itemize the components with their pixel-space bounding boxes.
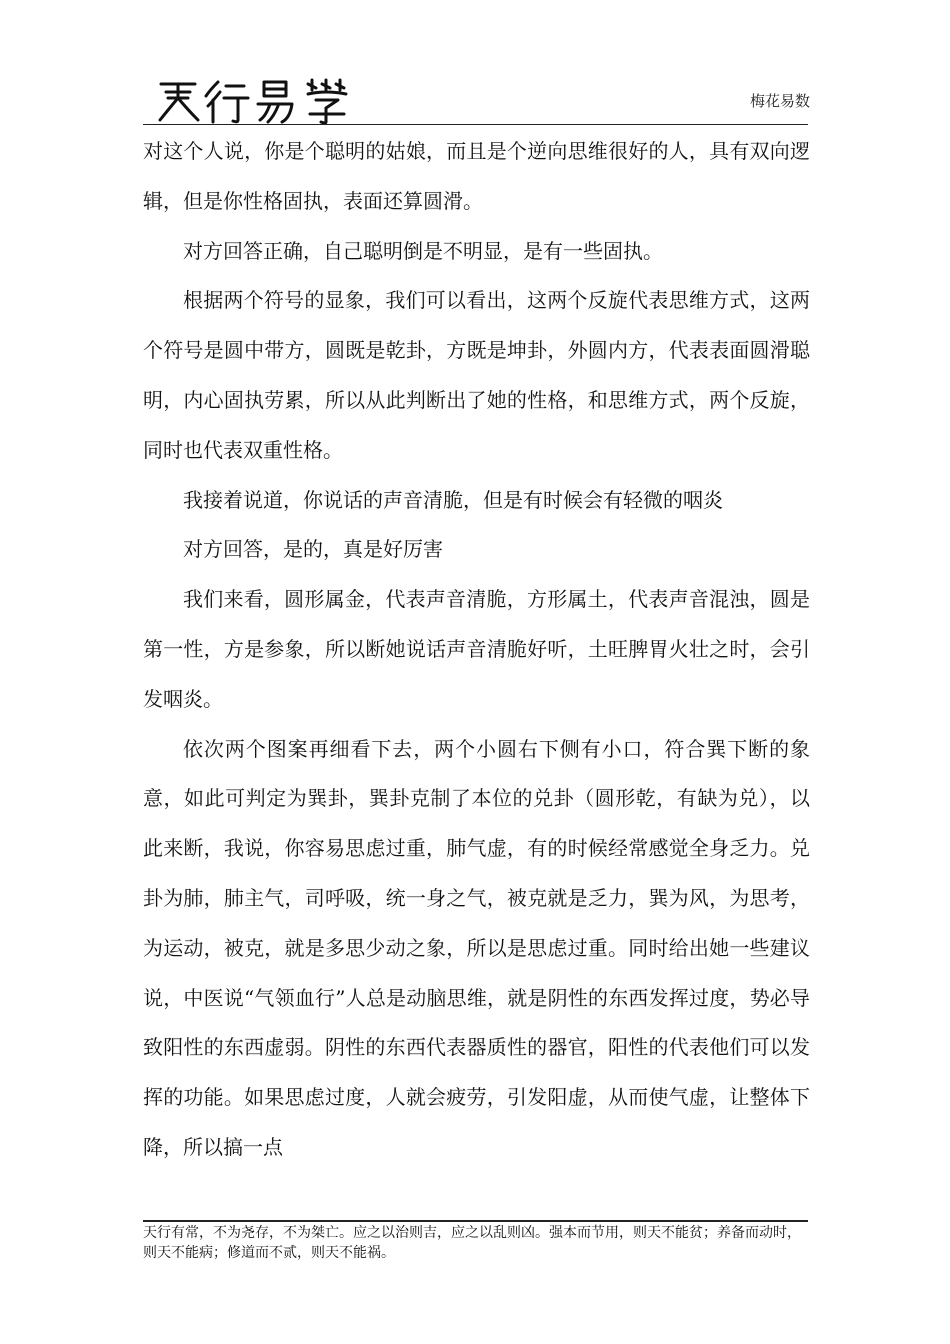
footer-quote: 天行有常，不为尧存，不为桀亡。应之以治则吉，应之以乱则凶。强本而节用，则天不能贫；养备而动时，则天不能病；修道而不贰，则天不能祸。 xyxy=(143,1225,801,1261)
header-divider xyxy=(143,124,808,125)
logo-glyph-xing xyxy=(206,82,248,122)
footer-divider xyxy=(143,1220,808,1222)
paragraph-5: 对方回答，是的，真是好厉害 xyxy=(183,537,443,562)
brand-logo xyxy=(158,76,358,124)
paragraph-2: 对方回答正确，自己聪明倒是不明显，是有一些固执。 xyxy=(183,238,663,263)
document-body xyxy=(143,127,810,1173)
logo-glyph-yi xyxy=(258,82,292,122)
paragraph-6: 我们来看，圆形属金，代表声音清脆，方形属土，代表声音混浊，圆是第一性，方是参象，所以断她说话声音清脆好听，土旺脾胃火壮之时，会引发咽炎。 xyxy=(143,587,810,711)
paragraph-4: 我接着说道，你说话的声音清脆，但是有时候会有轻微的咽炎 xyxy=(183,487,723,512)
header-title: 梅花易数 xyxy=(749,92,810,110)
logo-glyph-tian xyxy=(160,84,198,120)
logo-glyph-xue xyxy=(308,80,346,123)
paragraph-1: 对这个人说，你是个聪明的姑娘，而且是个逆向思维很好的人，具有双向逻辑，但是你性格固执，表面还算圆滑。 xyxy=(143,139,810,213)
paragraph-3: 根据两个符号的显象，我们可以看出，这两个反旋代表思维方式，这两个符号是圆中带方，圆既是乾卦，方既是坤卦，外圆内方，代表表面圆滑聪明，内心固执劳累，所以从此判断出了她的性格，和思维方式，两个反旋，同时也代表双重性格。 xyxy=(143,288,810,462)
paragraph-7: 依次两个图案再细看下去，两个小圆右下侧有小口，符合巽下断的象意，如此可判定为巽卦，巽卦克制了本位的兑卦（圆形乾，有缺为兑），以此来断，我说，你容易思虑过重，肺气虚，有的时候经常感觉全身乏力。兑卦为肺，肺主气，司呼吸，统一身之气，被克就是乏力，巽为风，为思考，为运动，被克，就是多思少动之象，所以是思虑过重。同时给出她一些建议说，中医说“气领血行”人总是动脑思维，就是阴性的东西发挥过度，势必导致阳性的东西虚弱。阴性的东西代表器质性的器官，阳性的代表他们可以发挥的功能。如果思虑过度，人就会疲劳，引发阳虚，从而使气虚，让整体下降，所以搞一点 xyxy=(143,736,810,1159)
